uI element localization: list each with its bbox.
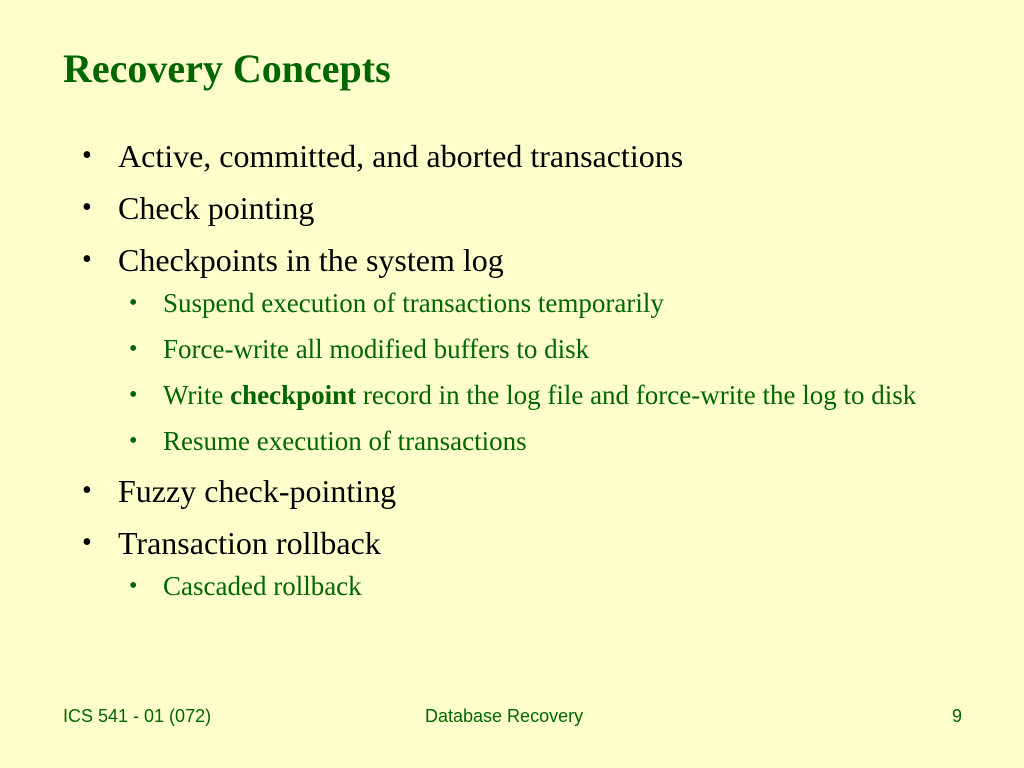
bullet-marker: • [82,192,92,223]
footer-topic: Database Recovery [425,706,584,726]
sub-bullet-text: Resume execution of transactions [163,426,527,456]
bullet-text: Active, committed, and aborted transactions [118,138,684,174]
bullet-item-fuzzy-check-pointing [80,469,960,521]
bullet-item-check-pointing [80,186,960,238]
sub-bullet-text: Suspend execution of transactions temporarily [163,288,664,318]
sub-bullet-force-write-buffers [80,333,960,365]
sub-bullet-text: Cascaded rollback [163,571,362,601]
sub-bullet-marker: • [129,428,138,454]
bullet-text: Transaction rollback [118,525,381,561]
sub-bullet-suspend-execution [80,287,960,319]
sub-bullet-marker: • [129,290,138,316]
bullet-text: Fuzzy check-pointing [118,473,397,509]
sub-bullet-text-prefix: Write [163,380,231,410]
bullet-marker: • [82,140,92,171]
checkpoint-keyword: checkpoint [230,380,357,410]
bullet-item-active-committed-aborted [80,134,960,186]
sub-bullet-resume-execution [80,425,960,457]
sub-bullet-marker: • [129,382,138,408]
sub-bullet-marker: • [129,336,138,362]
bullet-item-transaction-rollback [80,521,960,573]
sub-bullet-text-suffix: record in the log file and force-write the log to disk [356,380,917,410]
footer-page-number: 9 [952,706,963,726]
sub-bullet-write-checkpoint-record [80,379,923,411]
bullet-text: Check pointing [118,190,315,226]
sub-bullet-marker: • [129,573,138,599]
footer-course-code: ICS 541 - 01 (072) [63,706,212,726]
bullet-marker: • [82,527,92,558]
sub-bullet-cascaded-rollback [80,570,960,602]
bullet-marker: • [82,244,92,275]
sub-bullet-text: Force-write all modified buffers to disk [163,334,590,364]
slide-title: Recovery Concepts [63,46,391,91]
bullet-item-checkpoints-system-log [80,238,960,290]
bullet-list [80,134,960,616]
bullet-marker: • [82,475,92,506]
bullet-text: Checkpoints in the system log [118,242,504,278]
